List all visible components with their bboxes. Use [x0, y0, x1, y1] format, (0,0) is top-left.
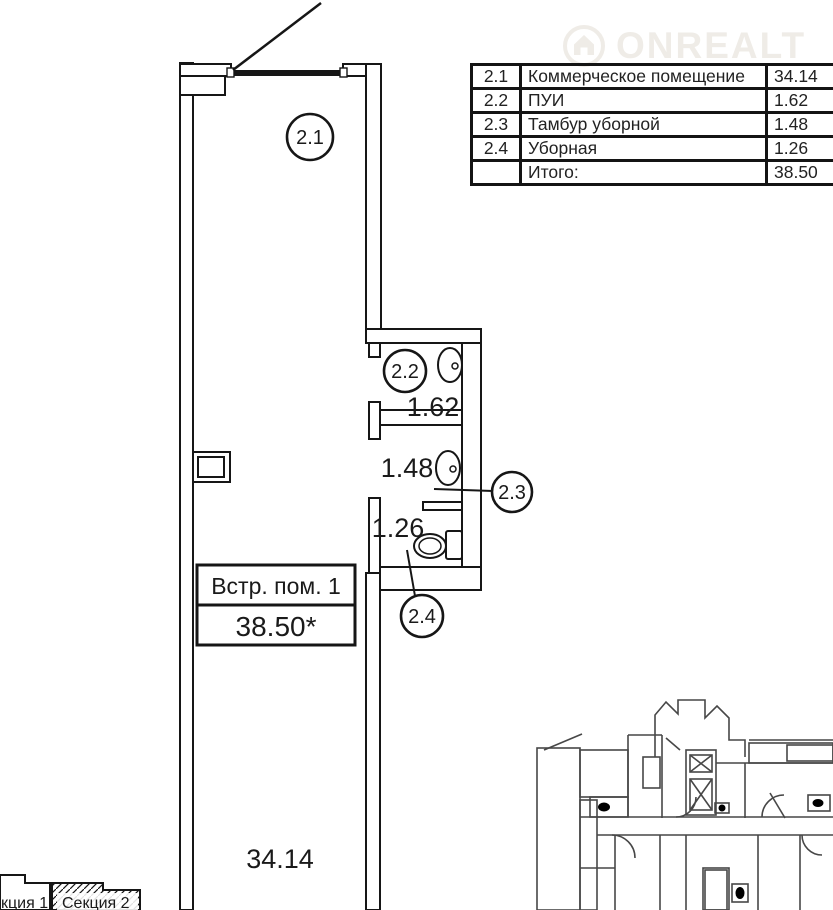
room-name-cell: Тамбур уборной [521, 113, 767, 137]
table-row [472, 89, 833, 113]
elevator-shaft-icon [690, 779, 712, 810]
leader-line-2-3 [434, 489, 493, 491]
section-2-label: Секция 2 [62, 895, 130, 910]
stairs-icon [705, 870, 727, 910]
wall-annex-top [366, 329, 481, 343]
balcony-outline [655, 700, 745, 757]
sink-icon [719, 805, 726, 812]
room-name-cell: Коммерческое помещение [521, 65, 767, 89]
unit-label-box [197, 565, 355, 645]
toilet-icon [598, 803, 610, 812]
room-number-cell: 2.1 [472, 65, 521, 89]
door-swing-arc [802, 835, 822, 855]
table-row [472, 113, 833, 137]
toilet-icon [736, 887, 745, 899]
area-label-2-4: 1.26 [371, 513, 425, 543]
room-number: 2.2 [391, 361, 419, 383]
stairs-outline [703, 868, 729, 910]
unit-title: Встр. пом. 1 [211, 573, 341, 599]
door-threshold [231, 70, 343, 76]
hatched-wall [537, 748, 580, 910]
door-jamb-block [340, 68, 347, 77]
room-number-cell: 2.2 [472, 89, 521, 113]
unit-total-area: 38.50* [235, 611, 317, 642]
wall-divider-23-24 [423, 502, 462, 510]
room-area-cell: 1.48 [767, 113, 833, 137]
watermark [562, 24, 806, 68]
door-swing-line [233, 3, 321, 70]
table-row [472, 65, 833, 89]
entrance-door [227, 3, 347, 77]
section-1-label: кция 1 [1, 895, 49, 910]
area-label-2-1: 34.14 [246, 844, 314, 874]
section-footprints [0, 875, 140, 910]
building-plan-inset [537, 700, 833, 910]
door-leaf-line [666, 738, 680, 750]
table-row [472, 137, 833, 161]
wall-annex-bottom [380, 567, 481, 590]
house-in-circle-icon [562, 24, 606, 68]
room-outline [580, 750, 628, 797]
room-area-cell: 34.14 [767, 65, 833, 89]
elevator-shaft-icon [690, 755, 712, 772]
unit-walls [180, 63, 481, 910]
area-label-2-3: 1.48 [380, 453, 434, 483]
shaft-hatch [643, 757, 660, 788]
wall-top-left [180, 64, 231, 76]
wall-niche-inner [198, 457, 224, 477]
stairs-outline [749, 743, 833, 763]
room-name-cell: Уборная [521, 137, 767, 161]
room-name-cell: ПУИ [521, 89, 767, 113]
wall-annex-right [462, 343, 481, 590]
watermark-text: ONREALT [616, 25, 807, 66]
room-area-cell: 1.26 [767, 137, 833, 161]
room-number-cell [472, 161, 521, 185]
wall-left [180, 63, 193, 910]
room-number: 2.4 [408, 606, 436, 628]
wall-jamb-stub [369, 343, 380, 357]
table-row-total [472, 161, 833, 185]
room-area-cell: 38.50 [767, 161, 833, 185]
wall-right-upper [366, 64, 381, 329]
sink-icon [436, 451, 460, 485]
area-label-2-2: 1.62 [406, 392, 460, 422]
wall-right-lower [366, 573, 380, 910]
room-legend-table [470, 63, 833, 186]
room-number: 2.3 [498, 482, 526, 504]
room-number-cell: 2.3 [472, 113, 521, 137]
sink-icon [813, 799, 824, 807]
stairs-icon [787, 745, 833, 761]
door-swing-arc [762, 795, 784, 817]
sink-icon [438, 348, 462, 382]
room-number-cell: 2.4 [472, 137, 521, 161]
wall-jamb-cap [369, 402, 380, 439]
room-number: 2.1 [296, 127, 324, 149]
room-name-cell: Итого: [521, 161, 767, 185]
room-area-cell: 1.62 [767, 89, 833, 113]
